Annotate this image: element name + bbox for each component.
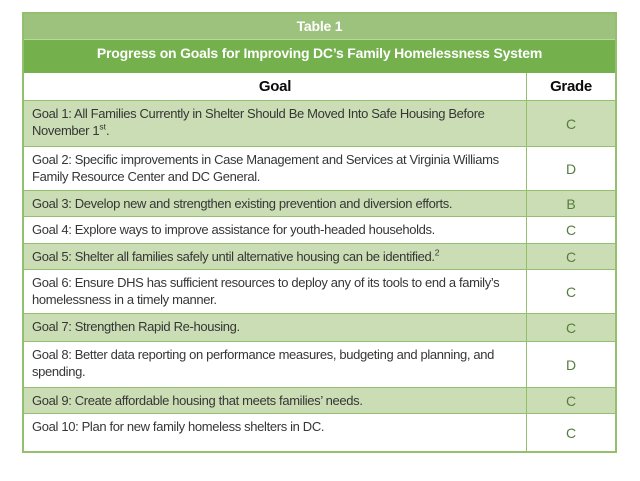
table-row-goal-9 xyxy=(24,388,615,414)
grade-cell: C xyxy=(526,314,615,341)
goal-cell xyxy=(24,314,526,341)
goal-text: Goal 1: All Families Currently in Shelter Should Be Moved Into Safe Housing Before November 1 xyxy=(32,106,485,139)
goal-column-header: Goal xyxy=(258,78,292,95)
goal-text: Goal 3: Develop new and strengthen existing prevention and diversion efforts. xyxy=(32,196,453,211)
goal-text: Goal 2: Specific improvements in Case Management and Services at Virginia Williams Family Resource Center and DC General. xyxy=(32,152,499,185)
table-row-goal-6 xyxy=(24,270,615,314)
grade-cell: C xyxy=(526,388,615,413)
grade-column-header: Grade xyxy=(526,73,615,100)
grade-cell: C xyxy=(526,414,615,451)
grade-cell: C xyxy=(526,270,615,313)
goal-cell xyxy=(24,191,526,216)
goal-text: Goal 7: Strengthen Rapid Re-housing. xyxy=(32,319,240,335)
table-row-goal-10 xyxy=(24,414,615,451)
goal-text: Goal 9: Create affordable housing that meets families’ needs. xyxy=(32,393,363,409)
goal-cell xyxy=(24,217,526,243)
grade-cell: C xyxy=(526,244,615,269)
goal-cell xyxy=(24,101,526,146)
goal-cell xyxy=(24,147,526,190)
goal-cell xyxy=(24,244,526,269)
goal-superscript: 2 xyxy=(434,247,440,258)
goal-cell xyxy=(24,388,526,413)
goal-text: Goal 5: Shelter all families safely until alternative housing can be identified. xyxy=(32,249,435,265)
goal-text: Goal 6: Ensure DHS has sufficient resources to deploy any of its tools to end a family’s homelessness in a timely manner. xyxy=(32,275,500,308)
table-number-header: Table 1 xyxy=(24,14,615,39)
goal-superscript: st xyxy=(99,121,106,132)
goals-table xyxy=(22,12,617,453)
grade-cell: B xyxy=(526,191,615,216)
goal-text: Goal 4: Explore ways to improve assistance for youth-headed households. xyxy=(32,222,435,238)
table-title-header: Progress on Goals for Improving DC’s Family Homelessness System xyxy=(24,39,615,73)
table-row-goal-2 xyxy=(24,147,615,191)
goal-cell xyxy=(24,414,526,451)
goal-text: Goal 10: Plan for new family homeless shelters in DC. xyxy=(32,419,325,435)
table-row-goal-1 xyxy=(24,101,615,147)
table-row-goal-3 xyxy=(24,191,615,217)
table-row-goal-4 xyxy=(24,217,615,244)
goal-cell xyxy=(24,342,526,387)
column-header-row xyxy=(24,73,615,101)
grade-cell: D xyxy=(526,147,615,190)
grade-cell: C xyxy=(526,101,615,146)
table-row-goal-8 xyxy=(24,342,615,388)
grade-cell: D xyxy=(526,342,615,387)
table-row-goal-5 xyxy=(24,244,615,270)
goal-cell xyxy=(24,270,526,313)
goal-text-tail: . xyxy=(105,123,110,139)
goal-text: Goal 8: Better data reporting on performance measures, budgeting and planning, and spending. xyxy=(32,347,495,380)
table-row-goal-7 xyxy=(24,314,615,342)
grade-cell: C xyxy=(526,217,615,243)
